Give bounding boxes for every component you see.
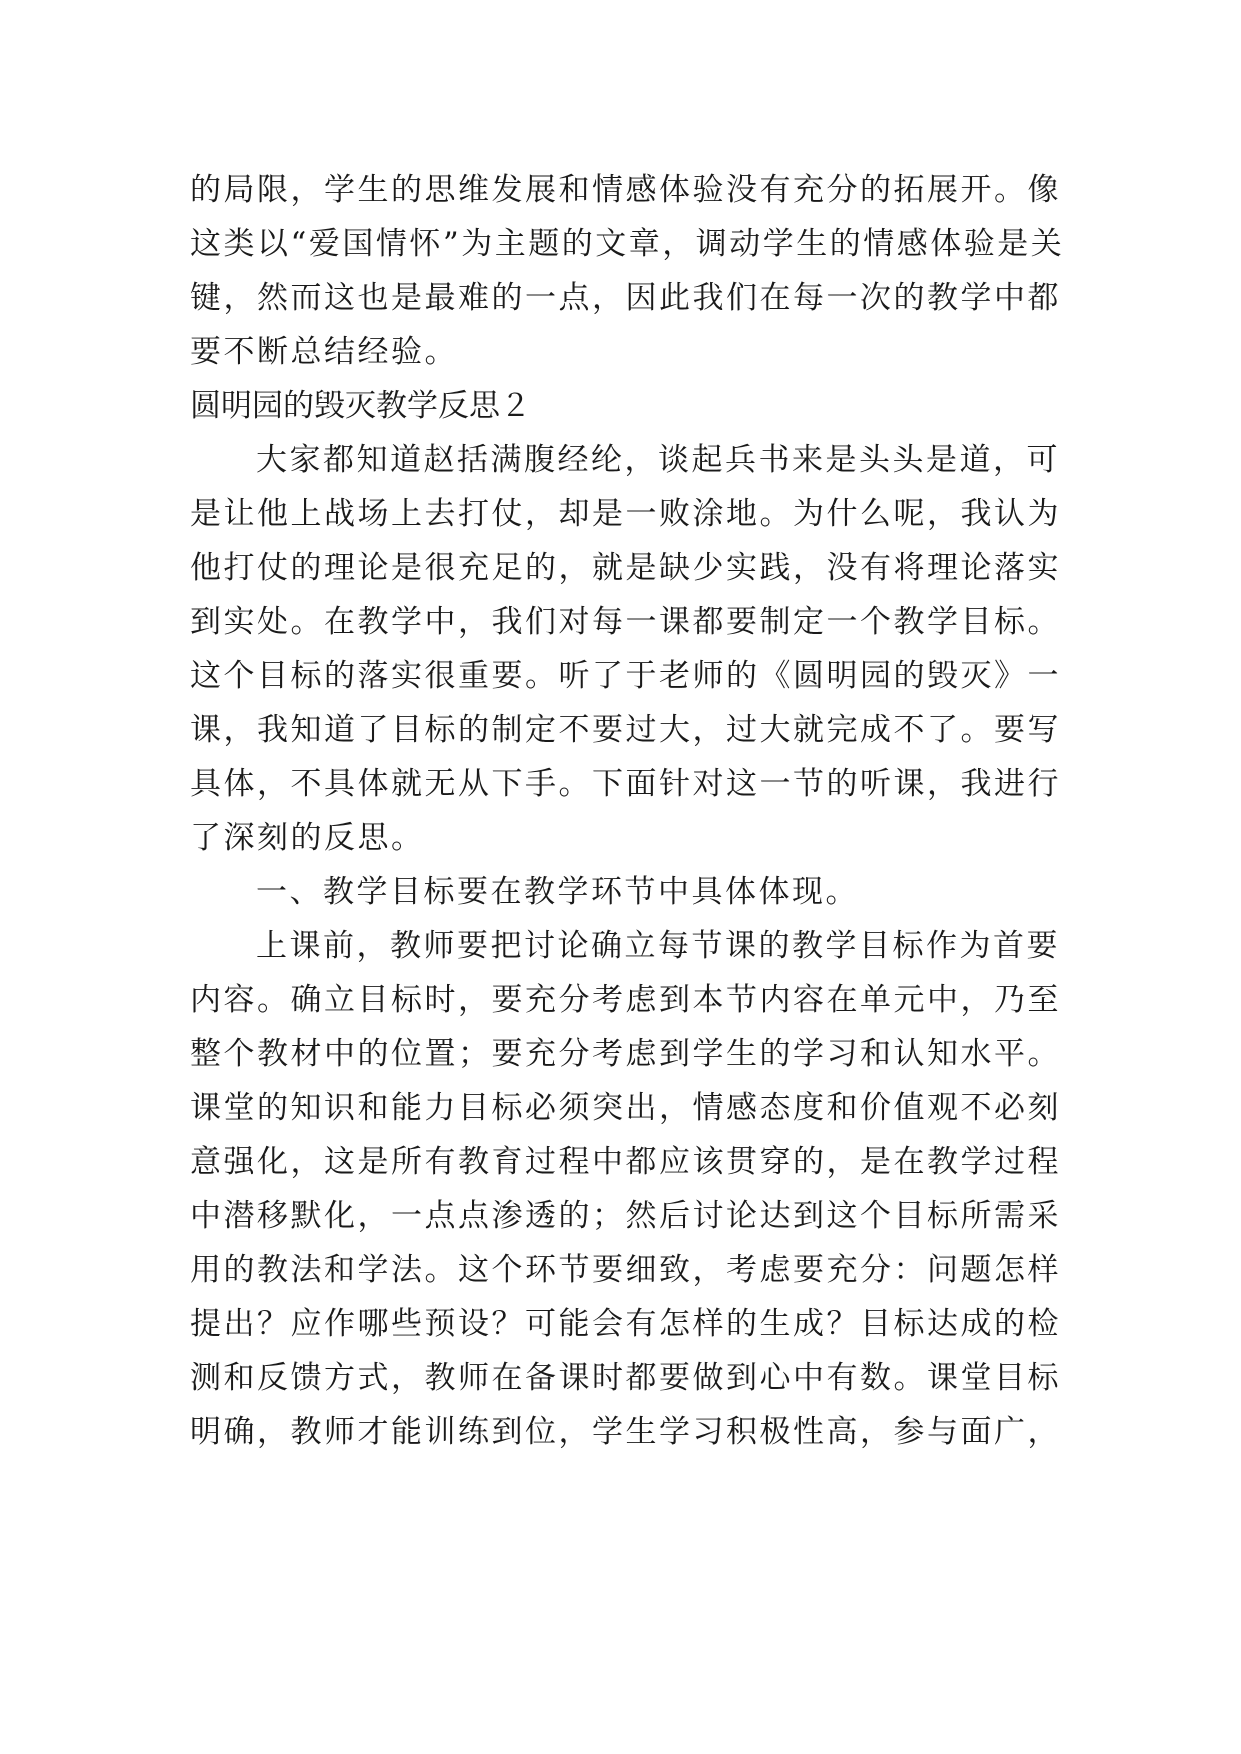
document-body bbox=[190, 163, 1070, 1459]
paragraph-lesson-preparation: 上课前，教师要把讨论确立每节课的教学目标作为首要内容。确立目标时，要充分考虑到本节内容在单元中，乃至整个教材中的位置；要充分考虑到学生的学习和认知水平。课堂的知识和能力目标必须突出，情感态度和价值观不必刻意强化，这是所有教育过程中都应该贯穿的，是在教学过程中潜移默化，一点点渗透的；然后讨论达到这个目标所需采用的教法和学法。这个环节要细致，考虑要充分：问题怎样提出？应作哪些预设？可能会有怎样的生成？目标达成的检测和反馈方式，教师在备课时都要做到心中有数。课堂目标明确，教师才能训练到位，学生学习积极性高，参与面广， bbox=[190, 928, 1061, 1450]
continued-paragraph: 的局限，学生的思维发展和情感体验没有充分的拓展开。像这类以“爱国情怀”为主题的文章，调动学生的情感体验是关键，然而这也是最难的一点，因此我们在每一次的教学中都要不断总结经验。 bbox=[190, 172, 1065, 370]
paragraph-point-one: 一、教学目标要在教学环节中具体体现。 bbox=[256, 874, 859, 910]
paragraph-intro: 大家都知道赵括满腹经纶，谈起兵书来是头头是道，可是让他上战场上去打仗，却是一败涂地。为什么呢，我认为他打仗的理论是很充足的，就是缺少实践，没有将理论落实到实处。在教学中，我们对每一课都要制定一个教学目标。这个目标的落实很重要。听了于老师的《圆明园的毁灭》一课，我知道了目标的制定不要过大，过大就完成不了。要写具体，不具体就无从下手。下面针对这一节的听课，我进行了深刻的反思。 bbox=[190, 442, 1061, 856]
section-title: 圆明园的毁灭教学反思２ bbox=[190, 388, 531, 424]
